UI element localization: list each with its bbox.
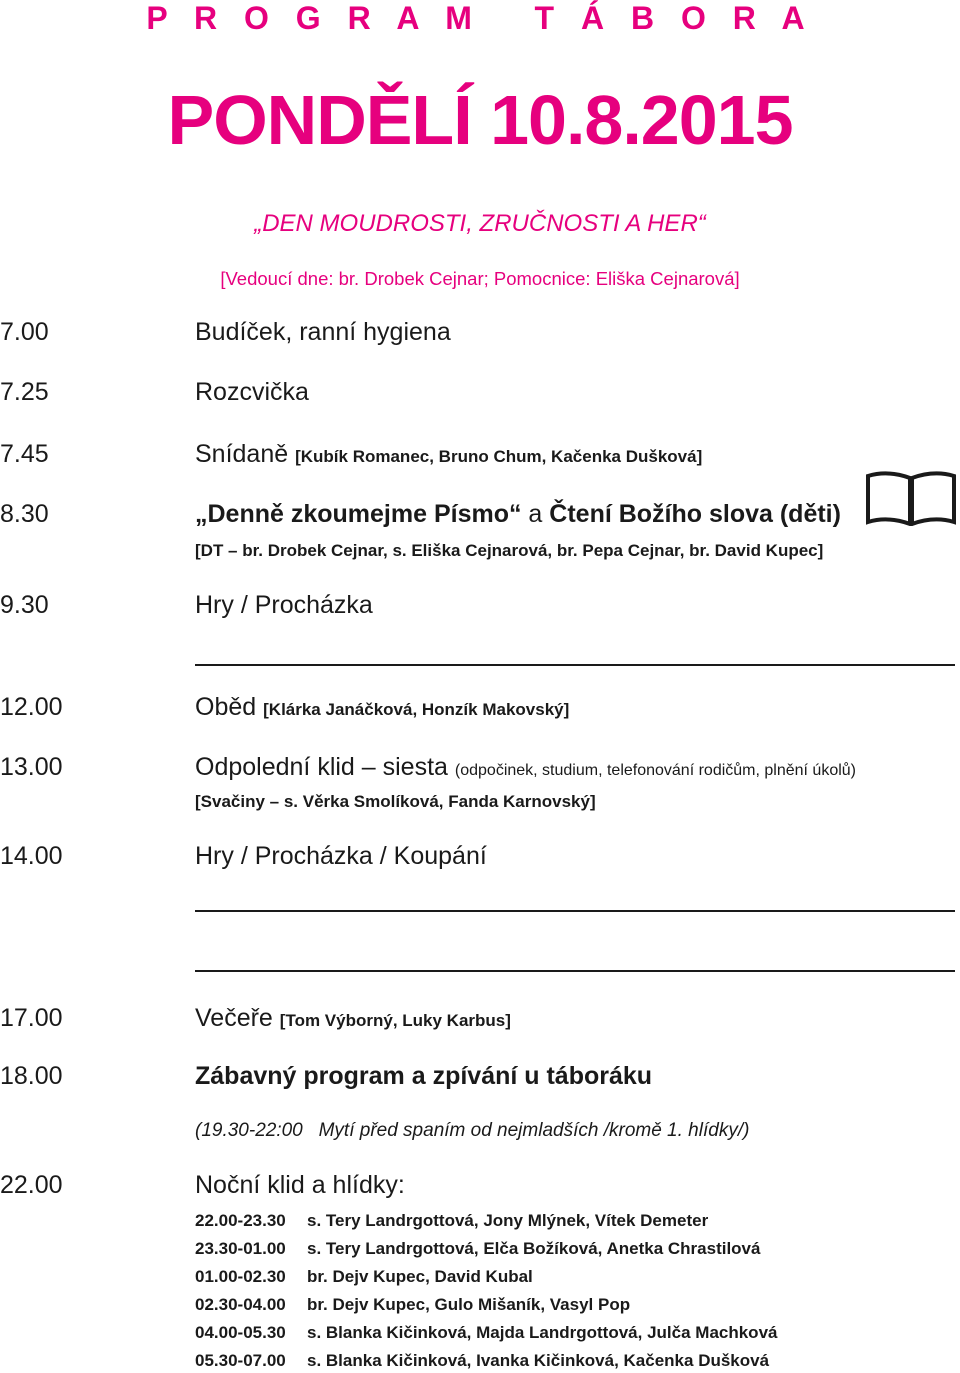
time-0930: 9.30 <box>0 591 49 619</box>
watch-row <box>195 1323 777 1343</box>
time-0745: 7.45 <box>0 440 49 468</box>
watch-people: s. Tery Landrgottová, Elča Božíková, Anetka Chrastilová <box>307 1239 761 1258</box>
watch-time: 23.30-01.00 <box>195 1239 286 1258</box>
open-book-icon <box>866 470 956 526</box>
activity-exercise: Rozcvička <box>195 378 309 406</box>
dinner-duty: [Tom Výborný, Luky Karbus] <box>279 1011 511 1030</box>
bible-reading-title: Čtení Božího slova (děti) <box>549 500 841 528</box>
siesta-details: (odpočinek, studium, telefonování rodičům, plnění úkolů) <box>454 762 857 779</box>
scripture-title: „Denně zkoumejme Písmo“ <box>195 500 522 528</box>
activity-breakfast <box>195 440 702 469</box>
watch-row <box>195 1267 533 1287</box>
activity-campfire: Zábavný program a zpívání u táboráku <box>195 1062 653 1090</box>
watch-people: br. Dejv Kupec, Gulo Mišaník, Vasyl Pop <box>307 1295 631 1314</box>
watch-time: 01.00-02.30 <box>195 1267 286 1286</box>
activity-scripture <box>195 500 841 529</box>
watch-time: 22.00-23.30 <box>195 1211 286 1230</box>
watch-people: br. Dejv Kupec, David Kubal <box>307 1267 533 1286</box>
time-1800: 18.00 <box>0 1062 63 1090</box>
watch-people: s. Blanka Kičinková, Ivanka Kičinková, Kačenka Dušková <box>307 1351 770 1370</box>
activity-siesta-label: Odpolední klid – siesta <box>195 753 448 781</box>
page-title: P R O G R A M T Á B O R A <box>146 0 814 36</box>
time-0700: 7.00 <box>0 318 49 346</box>
activity-lunch <box>195 693 569 722</box>
time-0725: 7.25 <box>0 378 49 406</box>
activity-siesta <box>195 753 856 782</box>
activity-wakeup: Budíček, ranní hygiena <box>195 318 451 346</box>
activity-dinner-label: Večeře <box>195 1004 273 1032</box>
breakfast-duty: [Kubík Romanec, Bruno Chum, Kačenka Dušková] <box>295 447 703 466</box>
watch-row <box>195 1351 769 1371</box>
date-heading: PONDĚLÍ 10.8.2015 <box>167 81 793 159</box>
activity-dinner <box>195 1004 511 1033</box>
activity-breakfast-label: Snídaně <box>195 440 289 468</box>
time-1700: 17.00 <box>0 1004 63 1032</box>
activity-lunch-label: Oběd <box>195 693 257 721</box>
watch-row <box>195 1295 630 1315</box>
watch-row <box>195 1211 708 1231</box>
blank-line <box>195 970 955 972</box>
watch-people: s. Tery Landrgottová, Jony Mlýnek, Vítek Demeter <box>307 1211 709 1230</box>
time-2200: 22.00 <box>0 1171 63 1199</box>
blank-line <box>195 664 955 666</box>
campfire-note: (19.30-22:00 Mytí před spaním od nejmladších /kromě 1. hlídky/) <box>195 1120 750 1141</box>
scripture-leaders: [DT – br. Drobek Cejnar, s. Eliška Cejnarová, br. Pepa Cejnar, br. David Kupec] <box>195 541 824 560</box>
watch-row <box>195 1239 760 1259</box>
watch-time: 04.00-05.30 <box>195 1323 286 1342</box>
blank-line <box>195 910 955 912</box>
activity-night-watch: Noční klid a hlídky: <box>195 1171 405 1199</box>
time-0830: 8.30 <box>0 500 49 528</box>
watch-time: 02.30-04.00 <box>195 1295 286 1314</box>
watch-time: 05.30-07.00 <box>195 1351 286 1370</box>
lunch-duty: [Klárka Janáčková, Honzík Makovský] <box>263 700 570 719</box>
activity-games-walk: Hry / Procházka <box>195 591 373 619</box>
activity-games-swim: Hry / Procházka / Koupání <box>195 842 487 870</box>
time-1400: 14.00 <box>0 842 63 870</box>
time-1300: 13.00 <box>0 753 63 781</box>
day-leaders: [Vedoucí dne: br. Drobek Cejnar; Pomocnice: Eliška Cejnarová] <box>220 268 740 289</box>
scripture-conjunction: a <box>521 500 550 528</box>
snack-duty: [Svačiny – s. Věrka Smolíková, Fanda Karnovský] <box>195 792 596 811</box>
watch-people: s. Blanka Kičinková, Majda Landrgottová, Julča Machková <box>307 1323 778 1342</box>
time-1200: 12.00 <box>0 693 63 721</box>
day-theme: „DEN MOUDROSTI, ZRUČNOSTI A HER“ <box>254 210 706 237</box>
